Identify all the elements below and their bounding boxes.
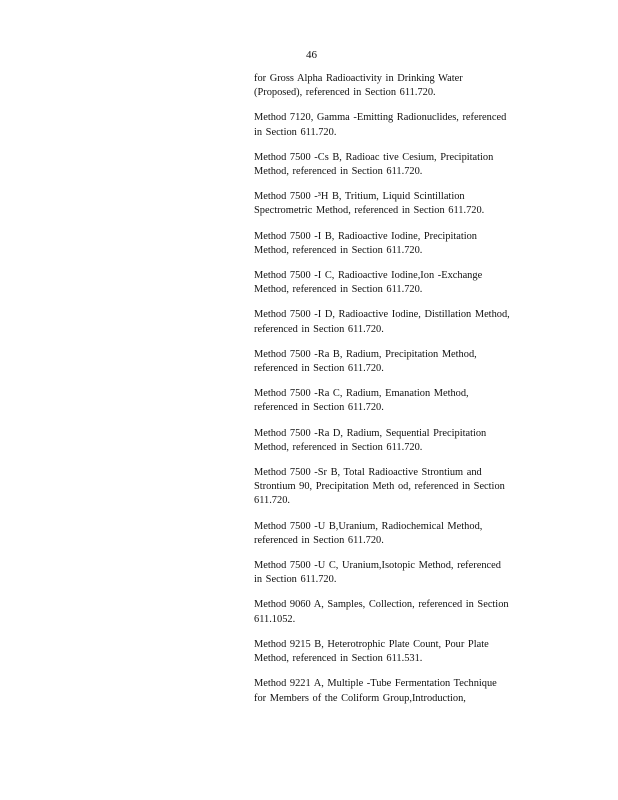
- entry-line: Method 7500 -U C, Uranium,Isotopic Method, referenced: [254, 560, 501, 572]
- entry-line: referenced in Section 611.720.: [254, 534, 384, 546]
- entry-line: Method 7500 -Ra B, Radium, Precipitation Method,: [254, 348, 477, 360]
- entry-line: Strontium 90, Precipitation Meth od, referenced in Section: [254, 481, 505, 493]
- entry-line: Method 9060 A, Samples, Collection, referenced in Section: [254, 599, 509, 611]
- entry-line: in Section 611.720.: [254, 126, 337, 138]
- reference-entry: [254, 638, 537, 666]
- entry-line: Method, referenced in Section 611.531.: [254, 653, 423, 665]
- reference-entry: [254, 72, 537, 100]
- entry-line: Method 7500 -I D, Radioactive Iodine, Distillation Method,: [254, 309, 510, 321]
- reference-entry: [254, 111, 537, 139]
- reference-entry: [254, 387, 537, 415]
- entry-line: Method 7500 -U B,Uranium, Radiochemical Method,: [254, 520, 483, 532]
- entry-line: Method 9221 A, Multiple -Tube Fermentation Technique: [254, 678, 497, 690]
- reference-entry: [254, 348, 537, 376]
- entry-line: Method 7500 -Ra C, Radium, Emanation Method,: [254, 388, 469, 400]
- reference-entry: [254, 598, 537, 626]
- entry-line: referenced in Section 611.720.: [254, 402, 384, 414]
- reference-entry: [254, 427, 537, 455]
- entry-line: Method, referenced in Section 611.720.: [254, 244, 423, 256]
- entry-line: 611.720.: [254, 495, 290, 507]
- entry-line: Method 7500 -³H B, Tritium, Liquid Scintillation: [254, 191, 465, 203]
- entry-line: Method 9215 B, Heterotrophic Plate Count, Pour Plate: [254, 638, 489, 650]
- reference-entry: [254, 559, 537, 587]
- reference-entry: [254, 190, 537, 218]
- reference-entry: [254, 151, 537, 179]
- reference-entry: [254, 677, 537, 705]
- document-body: [254, 72, 537, 717]
- entry-line: Method 7120, Gamma -Emitting Radionuclides, referenced: [254, 112, 507, 124]
- entry-line: Method, referenced in Section 611.720.: [254, 166, 423, 178]
- entry-line: 611.1052.: [254, 613, 296, 625]
- reference-entry: [254, 269, 537, 297]
- reference-entry: [254, 308, 537, 336]
- reference-entry: [254, 520, 537, 548]
- entry-line: Method, referenced in Section 611.720.: [254, 284, 423, 296]
- entry-line: referenced in Section 611.720.: [254, 363, 384, 375]
- entry-line: Method 7500 -Ra D, Radium, Sequential Precipitation: [254, 427, 487, 439]
- entry-line: Method 7500 -I C, Radioactive Iodine,Ion -Exchange: [254, 270, 483, 282]
- entry-line: (Proposed), referenced in Section 611.720.: [254, 87, 436, 99]
- entry-line: Method 7500 -I B, Radioactive Iodine, Precipitation: [254, 230, 478, 242]
- entry-line: for Members of the Coliform Group,Introduction,: [254, 692, 466, 704]
- entry-line: Spectrometric Method, referenced in Section 611.720.: [254, 205, 485, 217]
- entry-line: Method, referenced in Section 611.720.: [254, 441, 423, 453]
- reference-entry: [254, 466, 537, 509]
- page-number: 46: [306, 49, 317, 61]
- entry-line: in Section 611.720.: [254, 574, 337, 586]
- entry-line: for Gross Alpha Radioactivity in Drinking Water: [254, 73, 463, 84]
- entry-line: Method 7500 -Sr B, Total Radioactive Strontium and: [254, 467, 482, 479]
- entry-line: Method 7500 -Cs B, Radioac tive Cesium, Precipitation: [254, 151, 494, 163]
- entry-line: referenced in Section 611.720.: [254, 323, 384, 335]
- reference-entry: [254, 230, 537, 258]
